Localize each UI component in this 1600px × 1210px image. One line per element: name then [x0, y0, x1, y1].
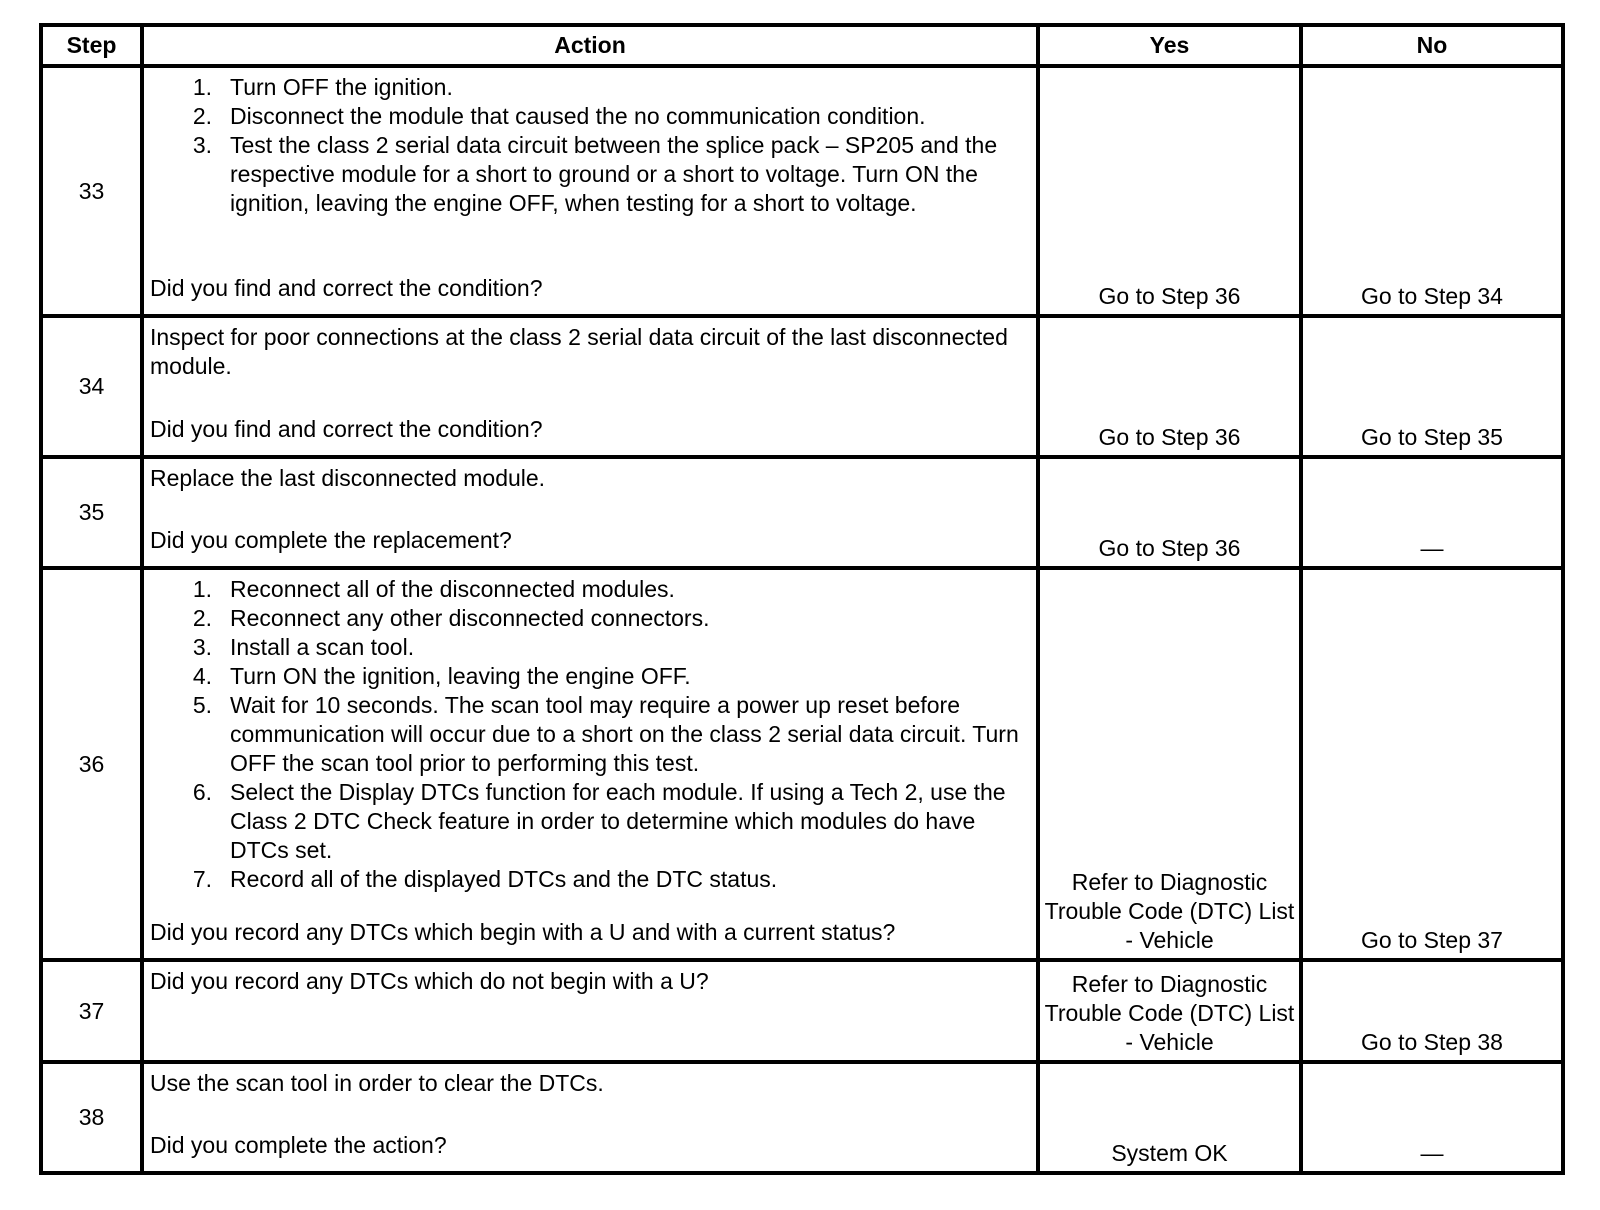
list-item-text: Reconnect any other disconnected connectors. — [230, 605, 710, 631]
action-cell — [142, 316, 1038, 457]
yes-result: Go to Step 36 — [1038, 457, 1301, 568]
no-result: — — [1301, 1062, 1563, 1173]
action-paragraph: Did you record any DTCs which do not begin with a U? — [150, 968, 709, 994]
no-result: Go to Step 34 — [1301, 66, 1563, 316]
list-item — [150, 691, 1030, 778]
header-step: Step — [41, 25, 142, 66]
header-yes: Yes — [1038, 25, 1301, 66]
list-item-text: Install a scan tool. — [230, 634, 415, 660]
table-row — [41, 568, 1563, 960]
action-question: Did you record any DTCs which begin with a U and with a current status? — [150, 919, 896, 945]
list-item — [150, 575, 1030, 604]
yes-result: Go to Step 36 — [1038, 66, 1301, 316]
list-item-number: 4. — [192, 663, 212, 689]
list-item-number: 1. — [192, 576, 212, 602]
no-result: Go to Step 37 — [1301, 568, 1563, 960]
table-header-row — [41, 25, 1563, 66]
action-cell — [142, 960, 1038, 1062]
action-paragraph: Inspect for poor connections at the class 2 serial data circuit of the last disconnected module. — [150, 324, 1008, 379]
list-item-text: Test the class 2 serial data circuit between the splice pack – SP205 and the respective module for a short to ground or a short to voltage. Turn ON the ignition, leaving the engine OFF, when testing for a short to voltage. — [230, 132, 998, 216]
list-item — [150, 865, 1030, 894]
yes-result: Refer to Diagnostic Trouble Code (DTC) List - Vehicle — [1038, 960, 1301, 1062]
action-cell — [142, 568, 1038, 960]
action-cell — [142, 457, 1038, 568]
list-item-text: Turn OFF the ignition. — [230, 74, 453, 100]
no-result: Go to Step 38 — [1301, 960, 1563, 1062]
list-item — [150, 131, 1030, 218]
step-number: 38 — [41, 1062, 142, 1173]
action-question: Did you complete the action? — [150, 1132, 447, 1158]
list-item-number: 6. — [192, 779, 212, 805]
list-item-number: 3. — [192, 132, 212, 158]
diagnostic-table — [39, 23, 1565, 1175]
diagnostic-table-container — [39, 23, 1561, 1175]
no-result: Go to Step 35 — [1301, 316, 1563, 457]
action-steps-list — [150, 575, 1030, 894]
step-number: 36 — [41, 568, 142, 960]
action-paragraph: Replace the last disconnected module. — [150, 465, 546, 491]
table-row — [41, 960, 1563, 1062]
list-item-number: 2. — [192, 103, 212, 129]
list-item — [150, 662, 1030, 691]
header-no: No — [1301, 25, 1563, 66]
list-item — [150, 633, 1030, 662]
action-paragraph: Use the scan tool in order to clear the DTCs. — [150, 1070, 604, 1096]
header-action: Action — [142, 25, 1038, 66]
yes-result: System OK — [1038, 1062, 1301, 1173]
list-item — [150, 778, 1030, 865]
no-result: — — [1301, 457, 1563, 568]
list-item-number: 1. — [192, 74, 212, 100]
list-item — [150, 73, 1030, 102]
list-item — [150, 604, 1030, 633]
step-number: 34 — [41, 316, 142, 457]
table-row — [41, 66, 1563, 316]
list-item-number: 2. — [192, 605, 212, 631]
list-item-number: 5. — [192, 692, 212, 718]
list-item-text: Turn ON the ignition, leaving the engine OFF. — [230, 663, 691, 689]
action-question: Did you complete the replacement? — [150, 527, 512, 553]
action-steps-list — [150, 73, 1030, 218]
list-item-text: Select the Display DTCs function for each module. If using a Tech 2, use the Class 2 DTC Check feature in order to determine which modules do have DTCs set. — [230, 779, 1006, 863]
step-number: 33 — [41, 66, 142, 316]
table-row — [41, 457, 1563, 568]
action-question: Did you find and correct the condition? — [150, 416, 543, 442]
list-item-number: 7. — [192, 866, 212, 892]
step-number: 37 — [41, 960, 142, 1062]
list-item-text: Record all of the displayed DTCs and the DTC status. — [230, 866, 778, 892]
table-row — [41, 1062, 1563, 1173]
yes-result: Refer to Diagnostic Trouble Code (DTC) List - Vehicle — [1038, 568, 1301, 960]
list-item-text: Wait for 10 seconds. The scan tool may require a power up reset before communication will occur due to a short on the class 2 serial data circuit. Turn OFF the scan tool prior to performing this test. — [230, 692, 1019, 776]
action-cell — [142, 1062, 1038, 1173]
table-row — [41, 316, 1563, 457]
step-number: 35 — [41, 457, 142, 568]
list-item-text: Reconnect all of the disconnected modules. — [230, 576, 675, 602]
action-cell — [142, 66, 1038, 316]
list-item — [150, 102, 1030, 131]
list-item-number: 3. — [192, 634, 212, 660]
yes-result: Go to Step 36 — [1038, 316, 1301, 457]
list-item-text: Disconnect the module that caused the no communication condition. — [230, 103, 926, 129]
action-question: Did you find and correct the condition? — [150, 275, 543, 301]
